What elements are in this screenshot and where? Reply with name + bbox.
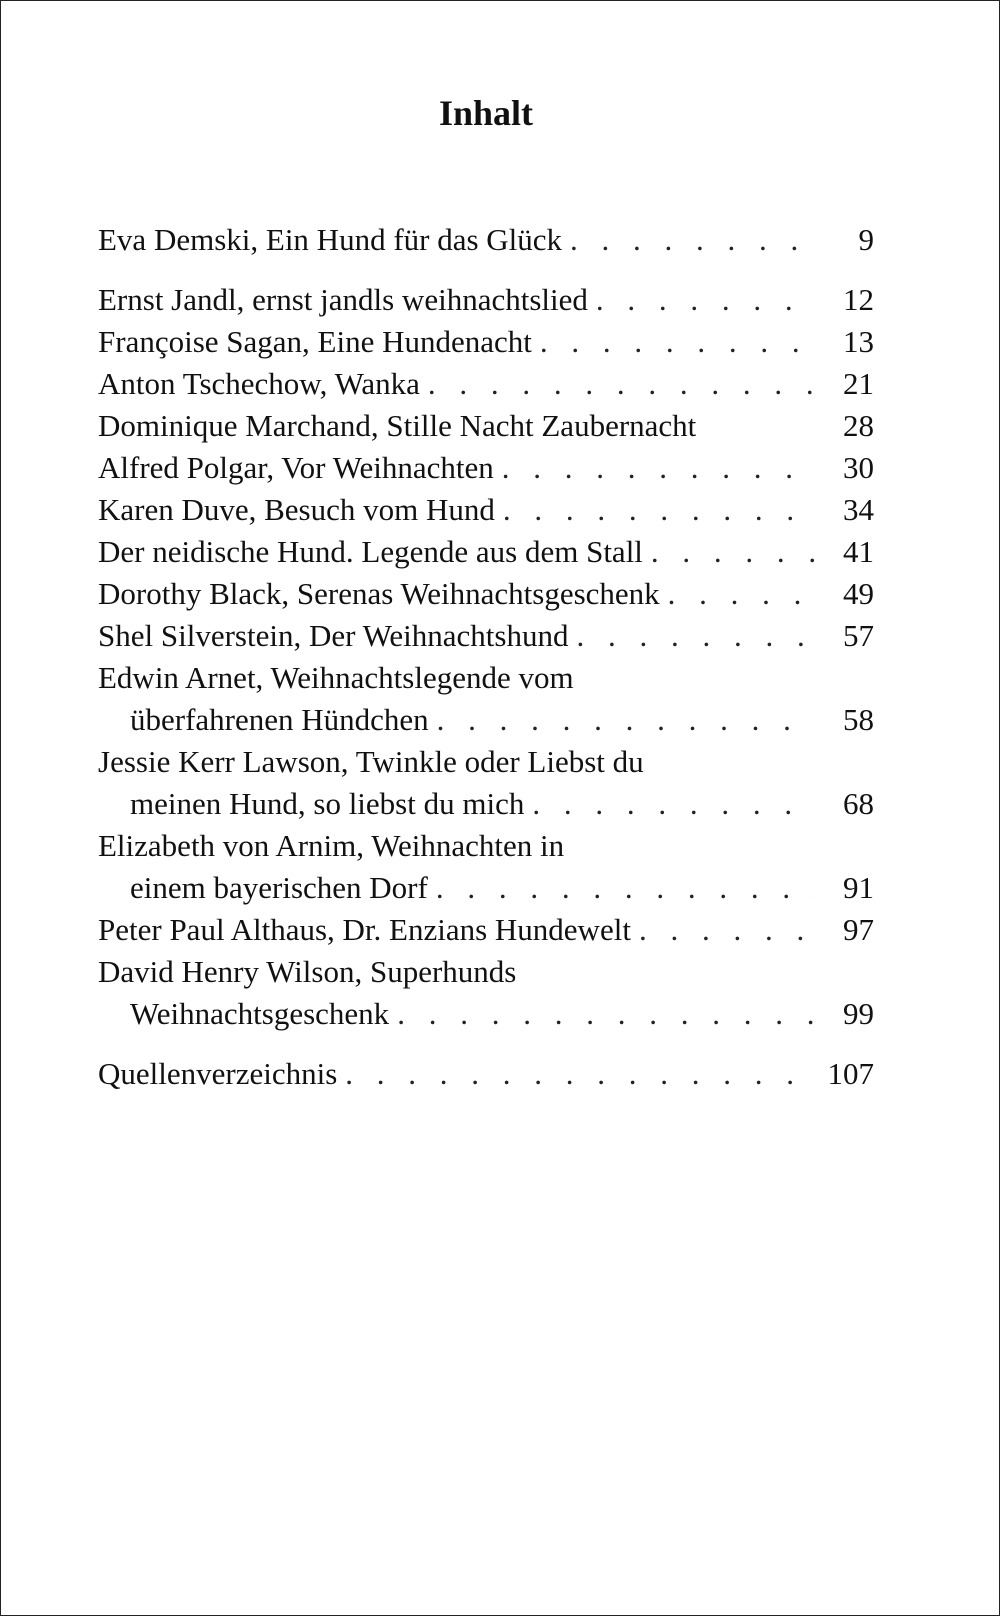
toc-entry	[98, 825, 874, 909]
toc-entry-title: Quellenverzeichnis	[98, 1056, 338, 1091]
toc-entry-title: Elizabeth von Arnim, Weihnachten in	[98, 828, 565, 863]
toc-page-number: 107	[827, 1056, 874, 1091]
toc-page-number: 12	[843, 282, 874, 317]
toc-page-number: 97	[843, 912, 874, 947]
toc-entry-title: Alfred Polgar, Vor Weihnachten	[98, 450, 494, 485]
page-title: Inhalt	[438, 93, 534, 133]
dot-leader	[345, 1053, 816, 1095]
toc-line	[98, 993, 874, 1035]
toc-entry	[98, 741, 874, 825]
toc-entry-title: einem bayerischen Dorf	[130, 870, 428, 905]
dot-leader	[436, 867, 816, 909]
toc-entry-title: David Henry Wilson, Superhunds	[98, 954, 517, 989]
toc-entry-title: Karen Duve, Besuch vom Hund	[98, 492, 495, 527]
toc-entry	[98, 405, 874, 447]
toc-page-number: 28	[843, 408, 874, 443]
toc-line	[98, 321, 874, 363]
toc-page-number: 91	[843, 870, 874, 905]
toc-page-number: 30	[843, 450, 874, 485]
toc-entry	[98, 363, 874, 405]
toc-line	[98, 363, 874, 405]
dot-leader	[570, 219, 816, 261]
toc-page-number: 57	[843, 618, 874, 653]
toc-page-number: 68	[843, 786, 874, 821]
dot-leader	[596, 279, 816, 321]
toc-line	[98, 825, 874, 867]
toc-entry-title: Der neidische Hund. Legende aus dem Stall	[98, 534, 643, 569]
toc-page-number: 21	[843, 366, 874, 401]
toc-line	[98, 951, 874, 993]
toc-line	[98, 531, 874, 573]
toc-page-number: 49	[843, 576, 874, 611]
toc-entry	[98, 951, 874, 1035]
toc-page-number: 41	[843, 534, 874, 569]
dot-leader	[532, 783, 816, 825]
dot-leader	[437, 699, 816, 741]
toc-line	[98, 909, 874, 951]
toc-page-number: 99	[843, 996, 874, 1031]
toc-entry	[98, 219, 874, 261]
toc-line	[98, 783, 874, 825]
toc-line	[98, 1053, 874, 1095]
toc-entry-title: Françoise Sagan, Eine Hundenacht	[98, 324, 532, 359]
toc-entry	[98, 321, 874, 363]
toc-line	[98, 615, 874, 657]
toc-line	[98, 219, 874, 261]
dot-leader	[576, 615, 816, 657]
toc-entry-title: Jessie Kerr Lawson, Twinkle oder Liebst du	[98, 744, 644, 779]
toc-entry	[98, 657, 874, 741]
toc-entry	[98, 573, 874, 615]
toc-line	[98, 573, 874, 615]
toc-entry	[98, 489, 874, 531]
toc-line	[98, 279, 874, 321]
toc-page-number: 58	[843, 702, 874, 737]
toc-page-number: 13	[843, 324, 874, 359]
dot-leader	[428, 363, 816, 405]
toc-entry-title: Eva Demski, Ein Hund für das Glück	[98, 222, 563, 257]
toc-entry-title: Dominique Marchand, Stille Nacht Zaubernacht	[98, 408, 697, 443]
dot-leader	[668, 573, 816, 615]
toc-line	[98, 489, 874, 531]
table-of-contents	[98, 219, 874, 1095]
toc-entry-title: Peter Paul Althaus, Dr. Enzians Hundewelt	[98, 912, 631, 947]
toc-entry-title: Edwin Arnet, Weihnachtslegende vom	[98, 660, 574, 695]
toc-line	[98, 657, 874, 699]
toc-entry-title: meinen Hund, so liebst du mich	[130, 786, 525, 821]
toc-line	[98, 405, 874, 447]
toc-entry	[98, 1053, 874, 1095]
dot-leader	[502, 447, 816, 489]
toc-line	[98, 867, 874, 909]
dot-leader	[639, 909, 816, 951]
toc-entry-title: überfahrenen Hündchen	[130, 702, 429, 737]
toc-line	[98, 447, 874, 489]
toc-entry-title: Shel Silverstein, Der Weihnachtshund	[98, 618, 569, 653]
toc-entry	[98, 531, 874, 573]
dot-leader	[503, 489, 816, 531]
dot-leader	[651, 531, 816, 573]
toc-line	[98, 699, 874, 741]
toc-entry	[98, 909, 874, 951]
dot-leader	[397, 993, 816, 1035]
toc-entry-title: Anton Tschechow, Wanka	[98, 366, 420, 401]
toc-entry-title: Dorothy Black, Serenas Weihnachtsgeschenk	[98, 576, 660, 611]
toc-line	[98, 741, 874, 783]
toc-entry-title: Ernst Jandl, ernst jandls weihnachtslied	[98, 282, 588, 317]
toc-page-number: 34	[843, 492, 874, 527]
toc-entry	[98, 447, 874, 489]
dot-leader	[540, 321, 816, 363]
toc-page-number: 9	[858, 222, 874, 257]
toc-entry	[98, 615, 874, 657]
toc-entry-title: Weihnachtsgeschenk	[130, 996, 390, 1031]
toc-entry	[98, 279, 874, 321]
